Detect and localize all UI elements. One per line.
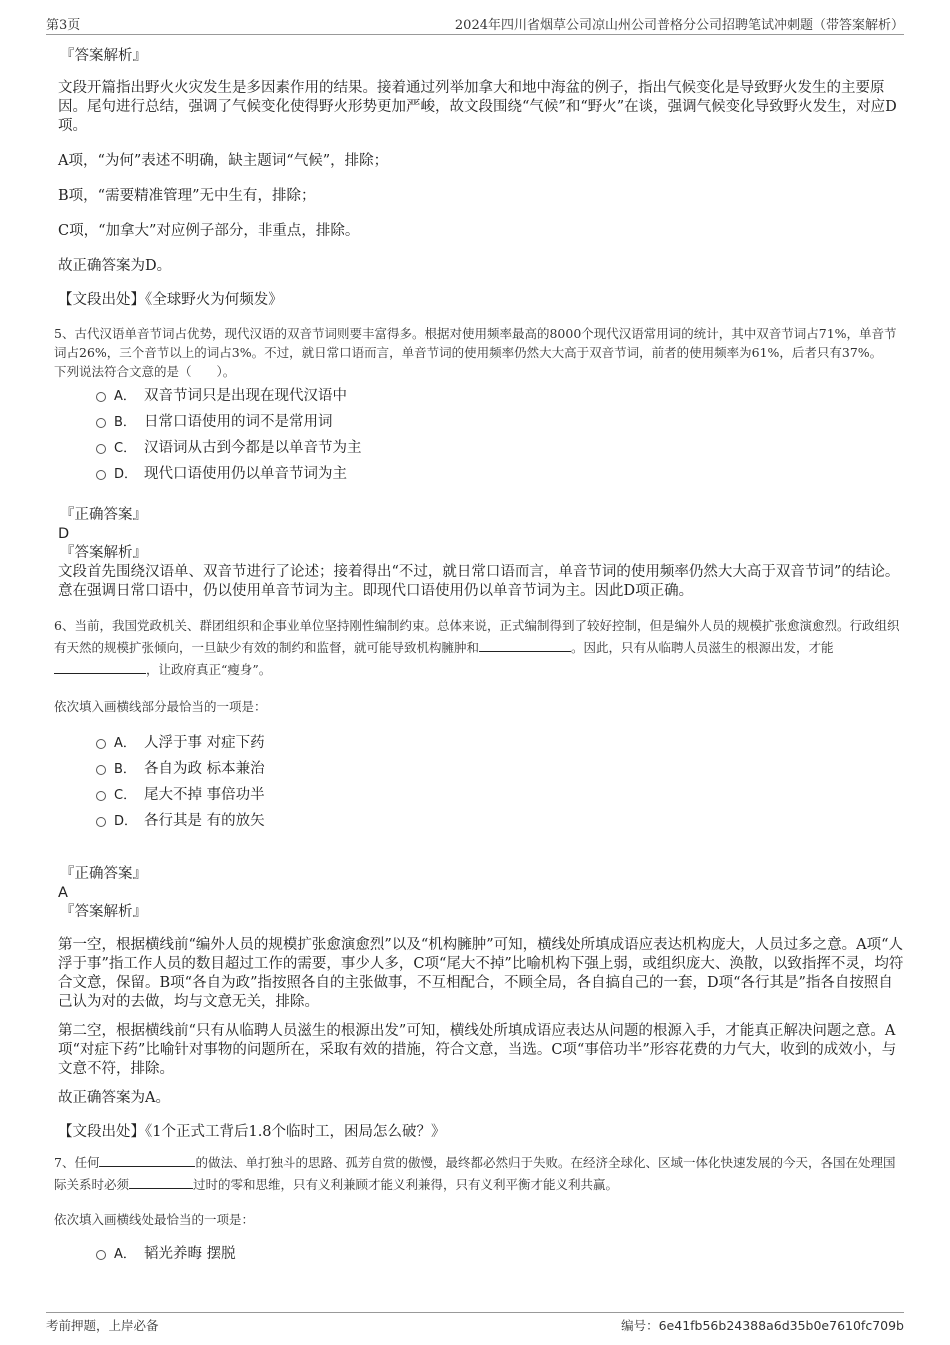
q6-stem: 6、当前，我国党政机关、群团组织和企事业单位坚持刚性编制约束。总体来说，正式编制得到了较好控制，但是编外人员的规模扩张愈演愈烈。行政组织有天然的规模扩张倾向，一旦缺少有效的制约和监督，就可能导致机构臃肿和 。因此，只有从临聘人员滋生的根源出发，才能，让政府真正“瘦身”。 bbox=[54, 618, 900, 677]
q6-source: 【文段出处】《1个正式工背后1.8个临时工，困局怎么破？》 bbox=[58, 1124, 446, 1140]
radio-icon[interactable] bbox=[96, 739, 106, 749]
q7-options bbox=[96, 1241, 904, 1267]
q5-option-d[interactable]: D． 现代口语使用仍以单音节词为主 bbox=[96, 461, 904, 487]
q6-prompt: 依次填入画横线部分最恰当的一项是： bbox=[54, 699, 267, 714]
q6-conclusion: 故正确答案为A。 bbox=[58, 1090, 170, 1106]
radio-icon[interactable] bbox=[96, 765, 106, 775]
q5-analysis-text: 文段首先围绕汉语单、双音节进行了论述；接着得出“不过，就日常口语而言，单音节词的使用频率仍然大大高于双音节词”的结论。意在强调日常口语中，仍以使用单音节词为主。即现代口语使用仍以单音节词为主。因此D项正确。 bbox=[58, 564, 900, 599]
radio-icon[interactable] bbox=[96, 470, 106, 480]
q5-prompt: 下列说法符合文意的是（ ）。 bbox=[54, 364, 236, 379]
document-code: 编号：6e41fb56b24388a6d35b0e7610fc709b bbox=[621, 1318, 904, 1333]
document-title: 2024年四川省烟草公司凉山州公司普格分公司招聘笔试冲刺题（带答案解析） bbox=[454, 18, 904, 33]
blank-line bbox=[129, 1176, 193, 1189]
q6-options bbox=[96, 730, 904, 834]
q4-option-b-note: B项，“需要精准管理”无中生有，排除； bbox=[58, 188, 316, 204]
radio-icon[interactable] bbox=[96, 444, 106, 454]
q5-analysis-label: 『答案解析』 bbox=[60, 545, 147, 561]
q5-option-c[interactable]: C． 汉语词从古到今都是以单音节为主 bbox=[96, 435, 904, 461]
blank-line bbox=[99, 1154, 195, 1167]
q6-analysis-label: 『答案解析』 bbox=[60, 904, 147, 920]
q6-option-c[interactable]: C． 尾大不掉 事倍功半 bbox=[96, 782, 904, 808]
q4-analysis-text: 文段开篇指出野火火灾发生是多因素作用的结果。接着通过列举加拿大和地中海盆的例子，指出气候变化是导致野火发生的主要原因。尾句进行总结，强调了气候变化使得野火形势更加严峻，故文段围绕“气候”和“野火”在谈，强调气候变化导致野火发生，对应D项。 bbox=[58, 80, 897, 134]
q6-option-d[interactable]: D． 各行其是 有的放矢 bbox=[96, 808, 904, 834]
radio-icon[interactable] bbox=[96, 817, 106, 827]
radio-icon[interactable] bbox=[96, 418, 106, 428]
q6-analysis-p2: 第二空，根据横线前“只有从临聘人员滋生的根源出发”可知，横线处所填成语应表达从问题的根源入手，才能真正解决问题之意。A项“对症下药”比喻针对事物的问题所在，采取有效的措施，符合文意，当选。C项“事倍功半”形容花费的力气大，收到的成效小，与文意不符，排除。 bbox=[58, 1023, 897, 1077]
blank-line bbox=[54, 661, 146, 674]
page-content bbox=[54, 46, 904, 1267]
q5-stem: 5、古代汉语单音节词占优势，现代汉语的双音节词则要丰富得多。根据对使用频率最高的8000个现代汉语常用词的统计，其中双音节词占71%，单音节词占26%，三个音节以上的词占3%。不过，就日常口语而言，单音节词的使用频率仍然大大高于双音节词，前者的使用频率为61%，后者只有37%。 bbox=[54, 326, 897, 360]
q6-answer: A bbox=[58, 885, 68, 901]
q5-answer: D bbox=[58, 526, 70, 542]
page-number: 第3页 bbox=[46, 18, 81, 33]
q4-source: 【文段出处】《全球野火为何频发》 bbox=[58, 292, 283, 308]
q5-option-b[interactable]: B． 日常口语使用的词不是常用词 bbox=[96, 409, 904, 435]
radio-icon[interactable] bbox=[96, 791, 106, 801]
q6-correct-label: 『正确答案』 bbox=[60, 866, 147, 882]
q4-option-c-note: C项，“加拿大”对应例子部分，非重点，排除。 bbox=[58, 223, 360, 239]
q5-options bbox=[96, 383, 904, 487]
q7-option-a[interactable]: A． 韬光养晦 摆脱 bbox=[96, 1241, 904, 1267]
q6-analysis-p1: 第一空，根据横线前“编外人员的规模扩张愈演愈烈”以及“机构臃肿”可知，横线处所填成语应表达机构庞大，人员过多之意。A项“人浮于事”指工作人员的数目超过工作的需要，事少人多，C项“尾大不掉”比喻机构下强上弱，或组织庞大、涣散，以致指挥不灵，均符合文意，保留。B项“各自为政”指按照各自的主张做事，不互相配合，不顾全局，各自搞自己的一套，D项“各行其是”指各自按照自己认为对的去做，均与文意无关，排除。 bbox=[58, 937, 904, 1010]
radio-icon[interactable] bbox=[96, 1250, 106, 1260]
q7-stem: 7、任何 的做法、单打独斗的思路、孤芳自赏的傲慢，最终都必然归于失败。在经济全球化、区域一体化快速发展的今天，各国在处理国际关系时必须 过时的零和思维，只有义利兼顾才能义利兼得，只有义利平衡才能义利共赢。 bbox=[54, 1155, 896, 1192]
blank-line bbox=[479, 639, 571, 652]
footer-slogan: 考前押题，上岸必备 bbox=[46, 1318, 159, 1333]
q6-option-a[interactable]: A． 人浮于事 对症下药 bbox=[96, 730, 904, 756]
page-footer bbox=[46, 1312, 904, 1339]
q5-correct-label: 『正确答案』 bbox=[60, 507, 147, 523]
q4-analysis-label: 『答案解析』 bbox=[60, 48, 147, 64]
q5-option-a[interactable]: A． 双音节词只是出现在现代汉语中 bbox=[96, 383, 904, 409]
q4-conclusion: 故正确答案为D。 bbox=[58, 258, 172, 274]
q6-option-b[interactable]: B． 各自为政 标本兼治 bbox=[96, 756, 904, 782]
page-header bbox=[46, 12, 904, 35]
radio-icon[interactable] bbox=[96, 392, 106, 402]
q4-option-a-note: A项，“为何”表述不明确，缺主题词“气候”，排除； bbox=[58, 153, 389, 169]
q7-prompt: 依次填入画横线处最恰当的一项是： bbox=[54, 1212, 255, 1227]
